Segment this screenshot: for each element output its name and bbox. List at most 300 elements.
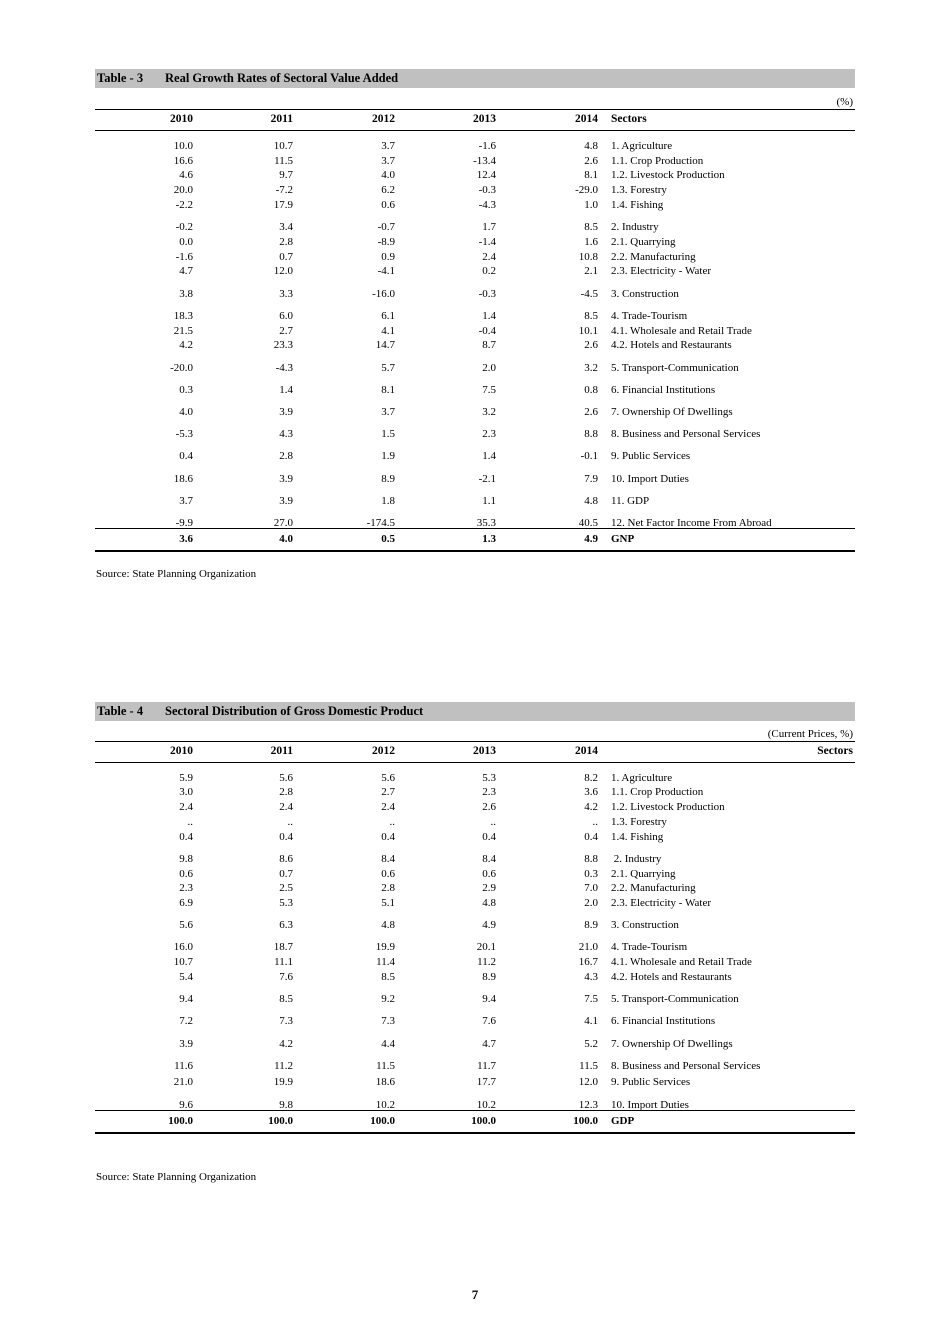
- cell-value-2011: 3.4: [279, 221, 293, 233]
- page-number: 7: [471, 1287, 479, 1302]
- sector-label: 1.3. Forestry: [611, 816, 667, 828]
- column-header-2013: 2013: [473, 113, 496, 125]
- cell-value-2011: 2.5: [279, 882, 293, 894]
- table-row: [95, 250, 855, 264]
- cell-value-2014: 12.3: [578, 1099, 598, 1111]
- cell-value-2013: 9.4: [482, 993, 496, 1005]
- table-row: [95, 449, 855, 463]
- cell-value-2011: -4.3: [275, 362, 293, 374]
- cell-value-2012: 0.4: [381, 831, 395, 843]
- cell-value-2014: 16.7: [578, 956, 598, 968]
- cell-value-2010: 2.3: [179, 882, 193, 894]
- cell-value-2010: 16.0: [173, 941, 193, 953]
- cell-value-2011: 5.6: [279, 772, 293, 784]
- cell-value-2011: 11.5: [274, 155, 293, 167]
- column-header-2010: 2010: [170, 113, 193, 125]
- cell-value-2010: 9.4: [179, 993, 193, 1005]
- cell-value-2013: 1.4: [482, 450, 496, 462]
- cell-value-2012: 4.0: [381, 169, 395, 181]
- cell-value-2013: 4.8: [482, 897, 496, 909]
- table-row: [95, 940, 855, 954]
- cell-value-2014: 0.8: [584, 384, 598, 396]
- cell-value-2011: 3.9: [279, 495, 293, 507]
- cell-value-2012: 1.9: [381, 450, 395, 462]
- cell-value-2010: 0.0: [179, 236, 193, 248]
- cell-value-2014: 4.8: [584, 140, 598, 152]
- sector-label: 1.2. Livestock Production: [611, 801, 725, 813]
- cell-value-2014: 4.8: [584, 495, 598, 507]
- table-row: [95, 168, 855, 182]
- total-value-2010: 100.0: [168, 1115, 193, 1127]
- table-row: [95, 896, 855, 910]
- cell-value-2013: 3.2: [482, 406, 496, 418]
- cell-value-2010: 4.0: [179, 406, 193, 418]
- cell-value-2010: 7.2: [179, 1015, 193, 1027]
- sector-label: 4. Trade-Tourism: [611, 941, 688, 953]
- sector-label: 1.4. Fishing: [611, 199, 664, 211]
- sector-label: 8. Business and Personal Services: [611, 1060, 761, 1072]
- cell-value-2011: 7.6: [279, 971, 293, 983]
- table-row: [95, 198, 855, 212]
- cell-value-2011: 12.0: [273, 265, 293, 277]
- cell-value-2014: 7.5: [584, 993, 598, 1005]
- cell-value-2013: 11.2: [477, 956, 496, 968]
- cell-value-2010: 4.7: [179, 265, 193, 277]
- cell-value-2012: 9.2: [381, 993, 395, 1005]
- table-row: [95, 472, 855, 486]
- cell-value-2013: -2.1: [478, 473, 496, 485]
- cell-value-2012: 0.9: [381, 251, 395, 263]
- sector-label: 4. Trade-Tourism: [611, 310, 688, 322]
- cell-value-2014: -29.0: [575, 184, 598, 196]
- cell-value-2010: 21.5: [173, 325, 193, 337]
- table-4-header-row: [95, 741, 855, 763]
- table-row: [95, 852, 855, 866]
- table-row: [95, 1059, 855, 1073]
- sector-label: 11. GDP: [611, 495, 650, 507]
- cell-value-2012: 8.1: [381, 384, 395, 396]
- cell-value-2011: 4.3: [279, 428, 293, 440]
- cell-value-2010: 16.6: [173, 155, 193, 167]
- total-value-2013: 100.0: [471, 1115, 496, 1127]
- cell-value-2014: -0.1: [580, 450, 598, 462]
- cell-value-2010: 10.0: [173, 140, 193, 152]
- cell-value-2014: 10.8: [578, 251, 598, 263]
- total-value-2010: 3.6: [179, 533, 193, 545]
- sector-label: 2.2. Manufacturing: [611, 882, 696, 894]
- cell-value-2011: 11.1: [274, 956, 293, 968]
- table-row: [95, 427, 855, 441]
- column-header-2011: 2011: [270, 745, 293, 757]
- column-header-2011: 2011: [270, 113, 293, 125]
- cell-value-2014: 12.0: [578, 1076, 598, 1088]
- table-row: [95, 494, 855, 508]
- cell-value-2011: 0.7: [279, 868, 293, 880]
- sector-label: 2. Industry: [611, 853, 662, 865]
- cell-value-2012: -16.0: [372, 288, 395, 300]
- total-sector-label: GNP: [611, 533, 635, 545]
- sector-label: 4.2. Hotels and Restaurants: [611, 339, 732, 351]
- cell-value-2014: 8.1: [584, 169, 598, 181]
- cell-value-2013: 8.4: [482, 853, 496, 865]
- sector-label: 3. Construction: [611, 288, 679, 300]
- cell-value-2014: 7.0: [584, 882, 598, 894]
- table-3-header-row: [95, 109, 855, 131]
- cell-value-2012: -8.9: [377, 236, 395, 248]
- column-header-2014: 2014: [575, 113, 598, 125]
- cell-value-2010: 9.8: [179, 853, 193, 865]
- table-row: [95, 287, 855, 301]
- table-row: [95, 1037, 855, 1051]
- table-4-unit: (Current Prices, %): [767, 728, 853, 740]
- table-row: [95, 338, 855, 352]
- cell-value-2014: ..: [592, 816, 598, 828]
- sector-label: 4.2. Hotels and Restaurants: [611, 971, 732, 983]
- table-3-number: Table - 3: [97, 71, 144, 85]
- cell-value-2010: 0.4: [179, 831, 193, 843]
- cell-value-2010: 9.6: [179, 1099, 193, 1111]
- table-row: [95, 970, 855, 984]
- cell-value-2012: 3.7: [381, 406, 395, 418]
- cell-value-2010: 5.4: [179, 971, 193, 983]
- sector-label: 1. Agriculture: [611, 772, 673, 784]
- cell-value-2011: 19.9: [273, 1076, 293, 1088]
- total-value-2011: 4.0: [279, 533, 293, 545]
- total-value-2011: 100.0: [268, 1115, 293, 1127]
- cell-value-2014: 2.1: [584, 265, 598, 277]
- cell-value-2012: -0.7: [377, 221, 395, 233]
- table-row: [95, 405, 855, 419]
- cell-value-2010: 3.9: [179, 1038, 193, 1050]
- sector-label: 2.3. Electricity - Water: [611, 265, 712, 277]
- cell-value-2014: -4.5: [580, 288, 598, 300]
- table-row: [95, 867, 855, 881]
- column-header-2010: 2010: [170, 745, 193, 757]
- cell-value-2014: 8.8: [584, 853, 598, 865]
- table-row: [95, 771, 855, 785]
- sector-label: 1.3. Forestry: [611, 184, 667, 196]
- cell-value-2010: -5.3: [175, 428, 193, 440]
- column-header-sectors: Sectors: [817, 745, 853, 757]
- table-row: [95, 383, 855, 397]
- cell-value-2014: 21.0: [578, 941, 598, 953]
- cell-value-2013: 4.9: [482, 919, 496, 931]
- cell-value-2013: 8.9: [482, 971, 496, 983]
- cell-value-2013: 2.0: [482, 362, 496, 374]
- table-row: [95, 1014, 855, 1028]
- sector-label: 1.2. Livestock Production: [611, 169, 725, 181]
- cell-value-2010: 20.0: [173, 184, 193, 196]
- sector-label: 2. Industry: [611, 221, 659, 233]
- cell-value-2012: 0.6: [381, 868, 395, 880]
- cell-value-2011: 2.8: [279, 450, 293, 462]
- cell-value-2014: 11.5: [579, 1060, 598, 1072]
- cell-value-2011: 11.2: [274, 1060, 293, 1072]
- cell-value-2012: 7.3: [381, 1015, 395, 1027]
- table-row: [95, 309, 855, 323]
- table-row: [95, 220, 855, 234]
- cell-value-2011: -7.2: [275, 184, 293, 196]
- sector-label: 6. Financial Institutions: [611, 384, 716, 396]
- total-value-2012: 0.5: [381, 533, 395, 545]
- cell-value-2014: 8.2: [584, 772, 598, 784]
- cell-value-2010: 11.6: [174, 1060, 193, 1072]
- cell-value-2012: ..: [389, 816, 395, 828]
- cell-value-2012: 14.7: [375, 339, 395, 351]
- cell-value-2012: 18.6: [375, 1076, 395, 1088]
- total-value-2014: 4.9: [584, 533, 598, 545]
- cell-value-2010: 10.7: [173, 956, 193, 968]
- table-3-title: Real Growth Rates of Sectoral Value Added: [165, 71, 399, 85]
- cell-value-2012: 4.4: [381, 1038, 395, 1050]
- cell-value-2010: 3.8: [179, 288, 193, 300]
- cell-value-2014: 2.0: [584, 897, 598, 909]
- cell-value-2010: 21.0: [173, 1076, 193, 1088]
- cell-value-2013: 35.3: [476, 517, 496, 529]
- cell-value-2014: 2.6: [584, 406, 598, 418]
- cell-value-2014: 3.6: [584, 786, 598, 798]
- cell-value-2011: 3.3: [279, 288, 293, 300]
- cell-value-2010: -1.6: [175, 251, 193, 263]
- column-header-2013: 2013: [473, 745, 496, 757]
- cell-value-2013: 5.3: [482, 772, 496, 784]
- cell-value-2011: 9.7: [279, 169, 293, 181]
- cell-value-2013: -0.3: [478, 288, 496, 300]
- cell-value-2014: 0.3: [584, 868, 598, 880]
- sector-label: 2.1. Quarrying: [611, 868, 676, 880]
- sector-label: 1.4. Fishing: [611, 831, 664, 843]
- cell-value-2011: 0.7: [279, 251, 293, 263]
- sector-label: 9. Public Services: [611, 1076, 691, 1088]
- cell-value-2011: ..: [287, 816, 293, 828]
- cell-value-2011: 10.7: [273, 140, 293, 152]
- cell-value-2013: -1.4: [478, 236, 496, 248]
- cell-value-2010: -2.2: [175, 199, 193, 211]
- cell-value-2014: 10.1: [578, 325, 598, 337]
- cell-value-2011: 4.2: [279, 1038, 293, 1050]
- cell-value-2010: 4.6: [179, 169, 193, 181]
- cell-value-2011: 2.7: [279, 325, 293, 337]
- cell-value-2011: 8.6: [279, 853, 293, 865]
- cell-value-2012: 2.7: [381, 786, 395, 798]
- table-row: [95, 800, 855, 814]
- cell-value-2013: 0.4: [482, 831, 496, 843]
- cell-value-2011: 2.4: [279, 801, 293, 813]
- cell-value-2013: -0.4: [478, 325, 496, 337]
- cell-value-2014: 8.9: [584, 919, 598, 931]
- cell-value-2013: 7.5: [482, 384, 496, 396]
- table-row: [95, 955, 855, 969]
- cell-value-2012: 5.7: [381, 362, 395, 374]
- table-row: [95, 324, 855, 338]
- cell-value-2011: 17.9: [273, 199, 293, 211]
- cell-value-2013: 4.7: [482, 1038, 496, 1050]
- cell-value-2014: 0.4: [584, 831, 598, 843]
- cell-value-2013: ..: [490, 816, 496, 828]
- table-row: [95, 264, 855, 278]
- cell-value-2013: 1.7: [482, 221, 496, 233]
- table-row: [95, 992, 855, 1006]
- table-4-title-bar: [95, 702, 855, 721]
- table-row: [95, 881, 855, 895]
- cell-value-2013: 2.3: [482, 786, 496, 798]
- cell-value-2013: 0.6: [482, 868, 496, 880]
- cell-value-2012: 8.9: [381, 473, 395, 485]
- cell-value-2013: -0.3: [478, 184, 496, 196]
- cell-value-2010: 4.2: [179, 339, 193, 351]
- cell-value-2011: 2.8: [279, 236, 293, 248]
- cell-value-2014: 5.2: [584, 1038, 598, 1050]
- cell-value-2014: 8.5: [584, 310, 598, 322]
- column-header-2014: 2014: [575, 745, 598, 757]
- cell-value-2011: 6.3: [279, 919, 293, 931]
- cell-value-2012: 11.4: [376, 956, 395, 968]
- table-3-total-row: [95, 528, 855, 552]
- cell-value-2013: 2.3: [482, 428, 496, 440]
- cell-value-2012: 1.8: [381, 495, 395, 507]
- table-row: [95, 815, 855, 829]
- cell-value-2013: 7.6: [482, 1015, 496, 1027]
- sector-label: 4.1. Wholesale and Retail Trade: [611, 956, 752, 968]
- cell-value-2013: 2.6: [482, 801, 496, 813]
- cell-value-2010: 18.6: [173, 473, 193, 485]
- sector-label: 8. Business and Personal Services: [611, 428, 761, 440]
- cell-value-2010: 5.9: [179, 772, 193, 784]
- cell-value-2013: -13.4: [473, 155, 496, 167]
- total-value-2013: 1.3: [482, 533, 496, 545]
- cell-value-2013: 1.1: [482, 495, 496, 507]
- total-sector-label: GDP: [611, 1115, 635, 1127]
- cell-value-2013: 2.4: [482, 251, 496, 263]
- cell-value-2010: 2.4: [179, 801, 193, 813]
- sector-label: 2.1. Quarrying: [611, 236, 676, 248]
- cell-value-2011: 6.0: [279, 310, 293, 322]
- cell-value-2010: 3.0: [179, 786, 193, 798]
- cell-value-2010: 0.6: [179, 868, 193, 880]
- cell-value-2013: -4.3: [478, 199, 496, 211]
- cell-value-2011: 0.4: [279, 831, 293, 843]
- cell-value-2012: 6.1: [381, 310, 395, 322]
- cell-value-2014: 1.0: [584, 199, 598, 211]
- cell-value-2010: 6.9: [179, 897, 193, 909]
- table-3-unit: (%): [836, 96, 853, 108]
- table-row: [95, 235, 855, 249]
- table-row: [95, 830, 855, 844]
- table-4-title: Sectoral Distribution of Gross Domestic Product: [165, 704, 424, 718]
- sector-label: 12. Net Factor Income From Abroad: [611, 517, 772, 529]
- table-row: [95, 1075, 855, 1089]
- sector-label: 9. Public Services: [611, 450, 691, 462]
- cell-value-2014: 4.2: [584, 801, 598, 813]
- cell-value-2012: -174.5: [366, 517, 395, 529]
- cell-value-2011: 3.9: [279, 473, 293, 485]
- table-row: [95, 139, 855, 153]
- cell-value-2013: 0.2: [482, 265, 496, 277]
- cell-value-2010: -20.0: [170, 362, 193, 374]
- cell-value-2011: 2.8: [279, 786, 293, 798]
- cell-value-2010: ..: [187, 816, 193, 828]
- table-4-number: Table - 4: [97, 704, 144, 718]
- table-row: [95, 361, 855, 375]
- cell-value-2012: 19.9: [375, 941, 395, 953]
- sector-label: 4.1. Wholesale and Retail Trade: [611, 325, 752, 337]
- cell-value-2014: 3.2: [584, 362, 598, 374]
- cell-value-2012: 6.2: [381, 184, 395, 196]
- cell-value-2013: 8.7: [482, 339, 496, 351]
- table-row: [95, 918, 855, 932]
- cell-value-2010: 3.7: [179, 495, 193, 507]
- cell-value-2010: -9.9: [175, 517, 193, 529]
- cell-value-2012: 5.6: [381, 772, 395, 784]
- cell-value-2010: -0.2: [175, 221, 193, 233]
- cell-value-2013: 10.2: [476, 1099, 496, 1111]
- column-header-sectors: Sectors: [611, 113, 647, 125]
- cell-value-2011: 5.3: [279, 897, 293, 909]
- cell-value-2012: 8.4: [381, 853, 395, 865]
- cell-value-2012: -4.1: [377, 265, 395, 277]
- cell-value-2013: 11.7: [477, 1060, 496, 1072]
- cell-value-2010: 18.3: [173, 310, 193, 322]
- table-3-source: Source: State Planning Organization: [96, 568, 257, 580]
- cell-value-2012: 2.4: [381, 801, 395, 813]
- cell-value-2012: 4.1: [381, 325, 395, 337]
- sector-label: 10. Import Duties: [611, 473, 689, 485]
- cell-value-2012: 5.1: [381, 897, 395, 909]
- cell-value-2014: 40.5: [578, 517, 598, 529]
- cell-value-2014: 4.3: [584, 971, 598, 983]
- cell-value-2012: 10.2: [375, 1099, 395, 1111]
- cell-value-2014: 7.9: [584, 473, 598, 485]
- cell-value-2012: 3.7: [381, 155, 395, 167]
- cell-value-2012: 2.8: [381, 882, 395, 894]
- cell-value-2014: 2.6: [584, 155, 598, 167]
- cell-value-2011: 8.5: [279, 993, 293, 1005]
- cell-value-2014: 1.6: [584, 236, 598, 248]
- cell-value-2012: 11.5: [376, 1060, 395, 1072]
- sector-label: 1.1. Crop Production: [611, 155, 704, 167]
- table-row: [95, 785, 855, 799]
- sector-label: 1.1. Crop Production: [611, 786, 704, 798]
- cell-value-2013: 17.7: [476, 1076, 496, 1088]
- cell-value-2014: 2.6: [584, 339, 598, 351]
- sector-label: 7. Ownership Of Dwellings: [611, 406, 733, 418]
- cell-value-2011: 3.9: [279, 406, 293, 418]
- sector-label: 7. Ownership Of Dwellings: [611, 1038, 733, 1050]
- table-4: [95, 702, 855, 1127]
- cell-value-2012: 0.6: [381, 199, 395, 211]
- sector-label: 5. Transport-Communication: [611, 993, 739, 1005]
- sector-label: 10. Import Duties: [611, 1099, 689, 1111]
- cell-value-2012: 1.5: [381, 428, 395, 440]
- table-3: [95, 69, 855, 545]
- sector-label: 3. Construction: [611, 919, 679, 931]
- sector-label: 6. Financial Institutions: [611, 1015, 716, 1027]
- cell-value-2011: 27.0: [273, 517, 293, 529]
- table-row: [95, 154, 855, 168]
- cell-value-2012: 3.7: [381, 140, 395, 152]
- cell-value-2013: 20.1: [476, 941, 496, 953]
- cell-value-2012: 8.5: [381, 971, 395, 983]
- table-3-title-bar: [95, 69, 855, 88]
- total-value-2014: 100.0: [573, 1115, 598, 1127]
- cell-value-2011: 23.3: [273, 339, 293, 351]
- cell-value-2013: 1.4: [482, 310, 496, 322]
- cell-value-2014: 8.5: [584, 221, 598, 233]
- column-header-2012: 2012: [372, 745, 395, 757]
- sector-label: 2.3. Electricity - Water: [611, 897, 712, 909]
- cell-value-2011: 18.7: [273, 941, 293, 953]
- sector-label: 1. Agriculture: [611, 140, 673, 152]
